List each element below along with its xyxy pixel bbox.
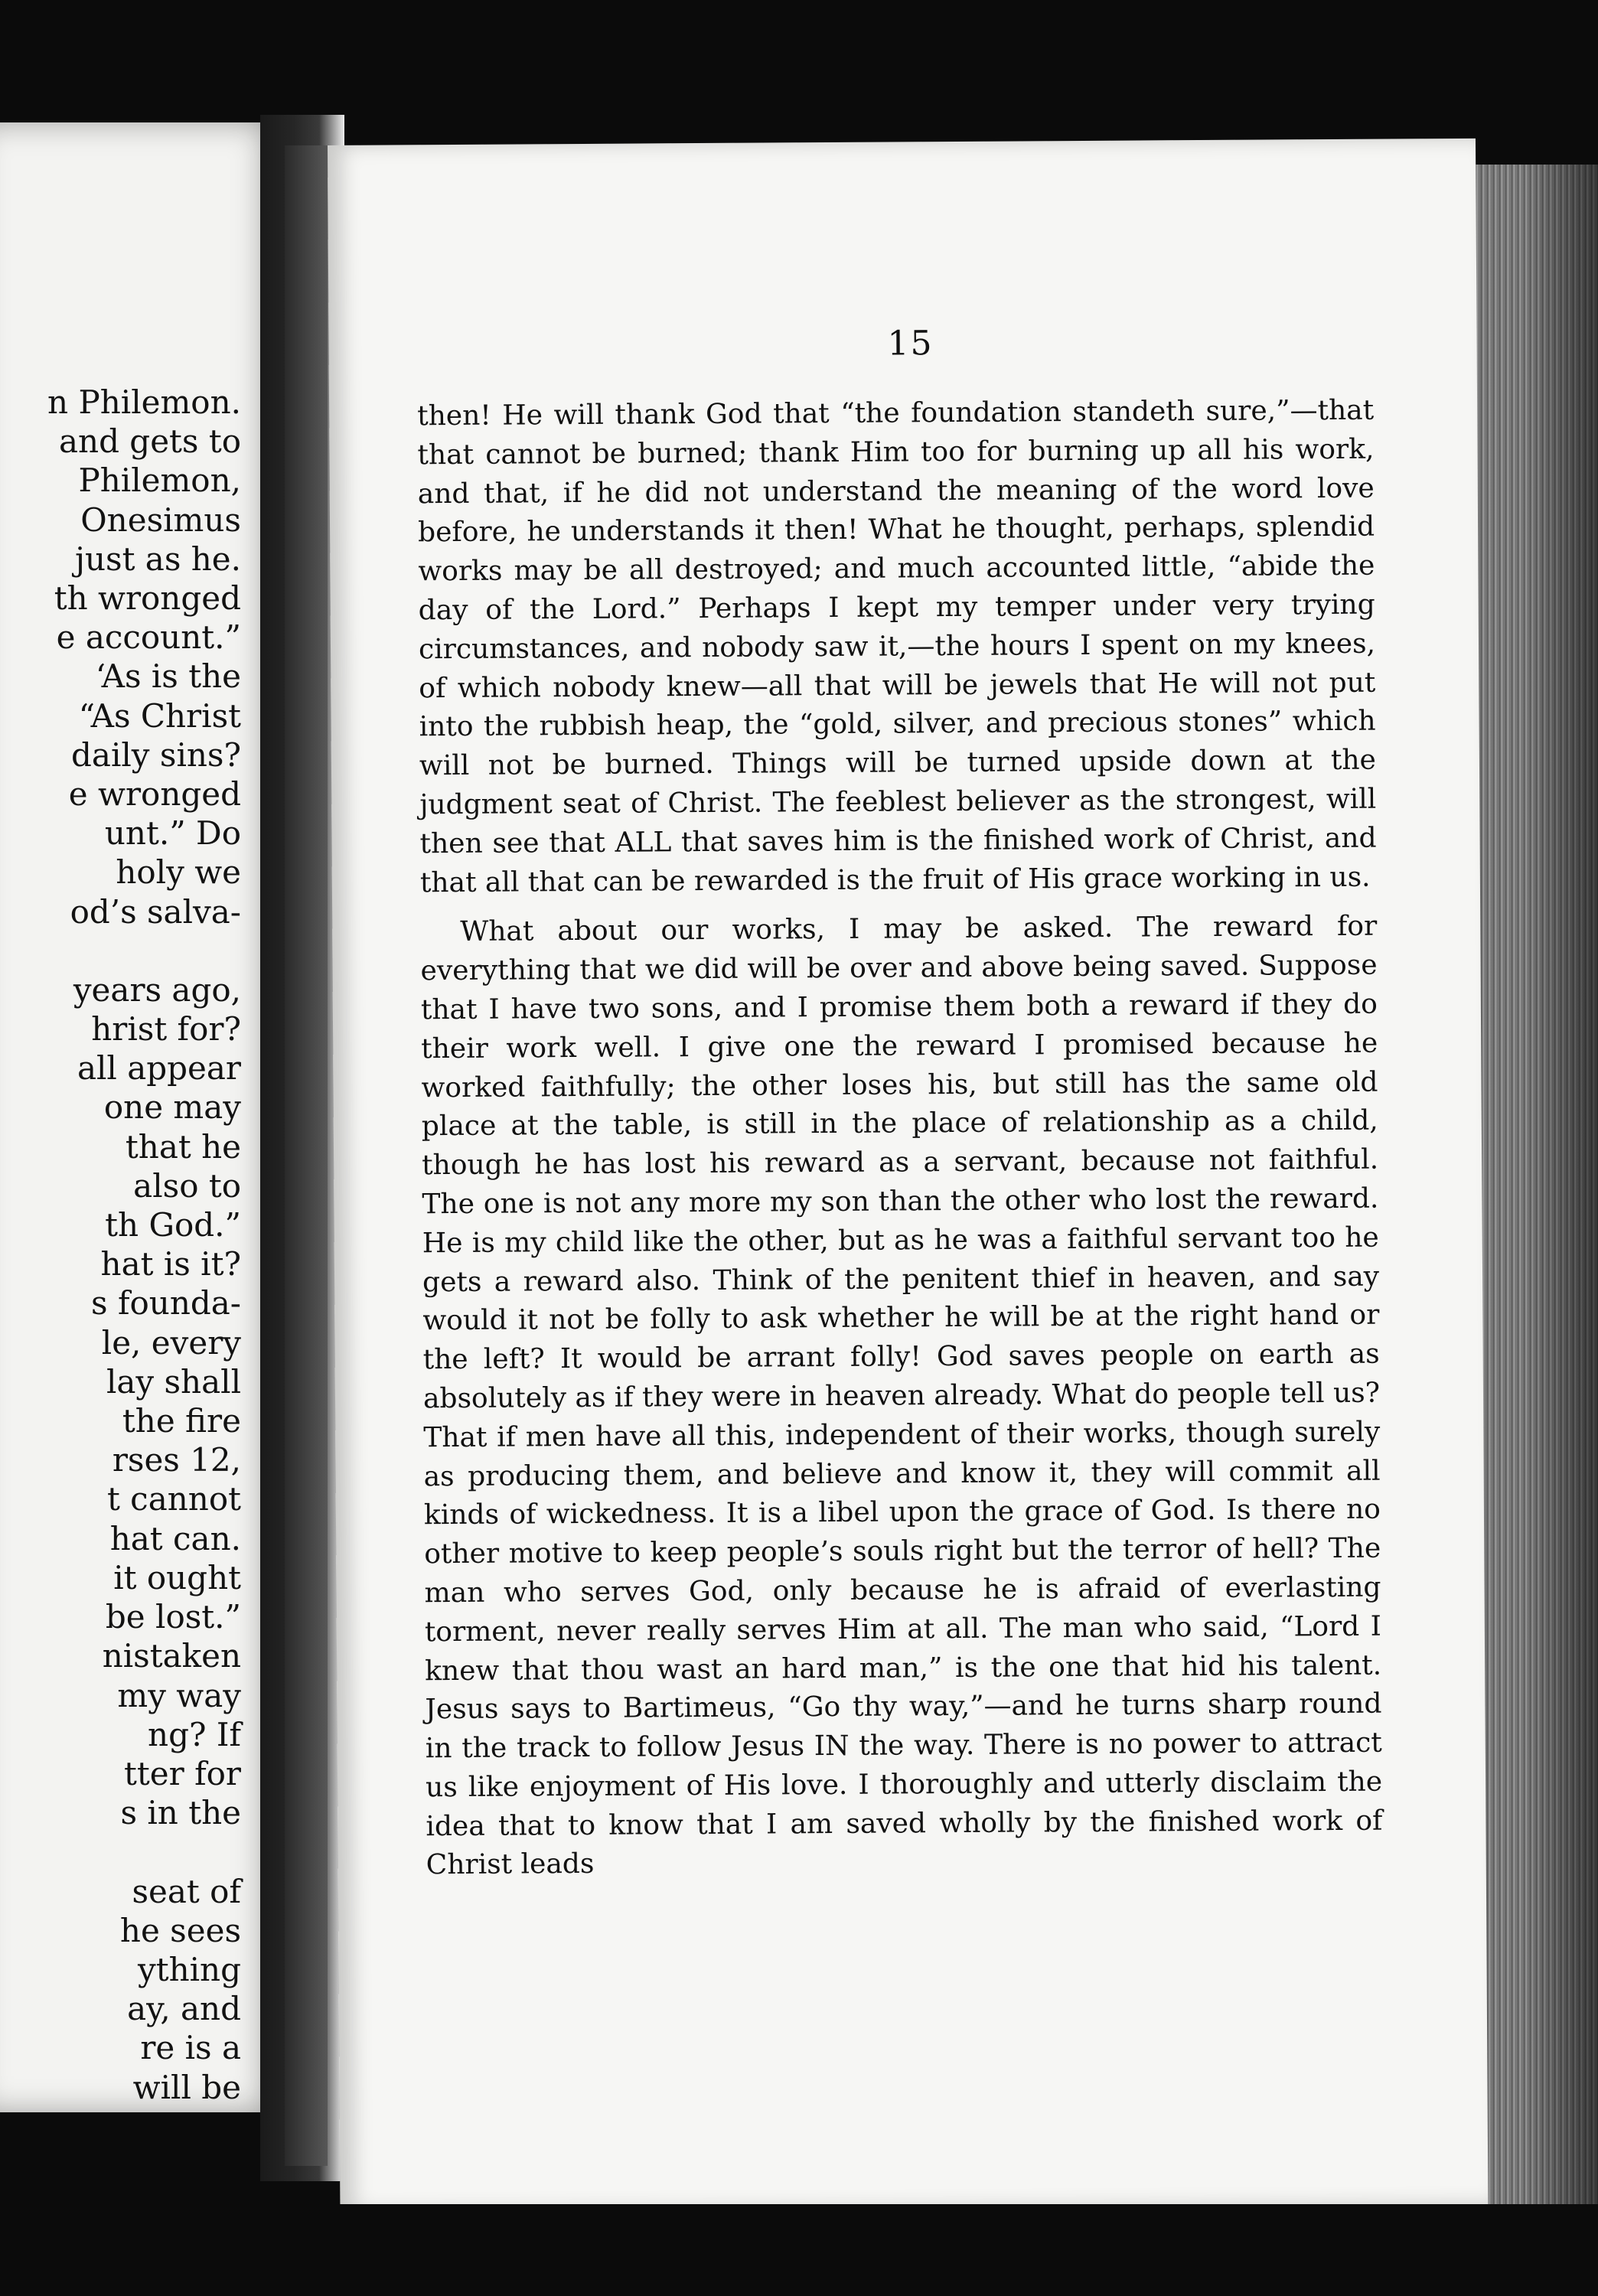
left-line [0, 1832, 241, 1871]
left-line: seat of [132, 1872, 241, 1910]
left-line: also to [133, 1166, 241, 1205]
page-number-text: 15 [887, 324, 934, 364]
left-line: the fire [122, 1402, 241, 1440]
left-line: s in the [120, 1794, 241, 1832]
body-text [417, 392, 1383, 1886]
left-line: ay, and [127, 1990, 241, 2028]
left-line: just as he. [74, 540, 241, 578]
left-line: it ought [113, 1558, 241, 1596]
left-line: will be [132, 2068, 241, 2106]
left-line: t cannot [106, 1480, 241, 1518]
left-line: hat is it? [100, 1245, 241, 1283]
left-line: hat can. [109, 1519, 241, 1557]
left-page-text [0, 383, 241, 2107]
left-line: and gets to [58, 422, 241, 461]
gutter-shadow [285, 145, 328, 2166]
left-line: n Philemon. [47, 383, 241, 421]
left-line: be lost.” [105, 1598, 241, 1636]
right-page [328, 139, 1488, 2212]
paragraph: then! He will thank God that “the foundation standeth sure,”—that that cannot be burned; thank Him too for burning up all his work, and that, if he did not understand the meaning of the word love before, he understands it then! What he thought, perhaps, splendid works may be all destroyed; and much accounted little, “abide the day of the Lord.” Perhaps I kept my temper under very trying circumstances, and nobody saw it,—the hours I spent on my knees, of which nobody knew—all that will be jewels that He will not put into the rubbish heap, the “gold, silver, and precious stones” which will not be burned. Things will be turned upside down at the judgment seat of Christ. The feeblest believer as the strongest, will then see that ALL that saves him is the finished work of Christ, and that all that can be rewarded is the fruit of His grace working in us. [417, 394, 1377, 899]
paragraph-gap [0, 931, 241, 970]
left-line: Philemon, [78, 461, 241, 500]
left-line: years ago, [73, 970, 241, 1009]
left-line: re is a [140, 2029, 241, 2067]
page-block-edge-shadow [1523, 165, 1598, 2231]
left-line: th God.” [105, 1206, 241, 1244]
left-line: all appear [77, 1049, 241, 1088]
left-line: holy we [116, 853, 241, 892]
left-line: s founda- [91, 1284, 241, 1322]
left-line: ything [137, 1950, 241, 1988]
left-line: ‘As is the [95, 657, 241, 696]
left-line: lay shall [106, 1362, 241, 1401]
left-line: my way [117, 1676, 241, 1714]
left-line: le, every [101, 1323, 241, 1362]
left-line: hrist for? [91, 1010, 241, 1049]
left-line: “As Christ [78, 696, 241, 735]
left-line: nistaken [102, 1637, 241, 1675]
page-number [328, 321, 1476, 367]
left-line: ng? If [148, 1715, 241, 1753]
left-line: unt.” Do [104, 814, 241, 853]
left-line: Onesimus [80, 501, 241, 539]
left-line: he sees [119, 1911, 241, 1949]
paragraph: What about our works, I may be asked. The reward for everything that we did will be over and above being saved. Suppose that I have two sons, and I promise them both a reward if they do their work well. I give one the reward I promised because he worked faithfully; the other loses his, but still has the same old place at the table, is still in the place of relationship as a child, though he has lost his reward as a servant, because not faithful. The one is not any more my son than the other who lost the reward. He is my child like the other, but as he was a faithful servant too he gets a reward also. Think of the penitent thief in heaven, and say would it not be folly to ask whether he will be at the right hand or the left? It would be arrant folly! God saves people on earth as absolutely as if they were in heaven already. What do people tell us? That if men have all this, independent of their works, though surely as producing them, and believe and know it, they will commit all kinds of wickedness. It is a libel upon the grace of God. Is there no other motive to keep people’s souls right but the terror of hell? The man who serves God, only because he is afraid of everlasting torment, never really serves Him at all. The man who said, “Lord I knew that thou wast an hard man,” is the one that hid his talent. Jesus says to Bartimeus, “Go thy way,”—and he turns sharp round in the track to follow Jesus IN the way. There is no power to attract us like enjoyment of His love. I thoroughly and utterly disclaim the idea that to know that I am saved wholly by the finished work of Christ leads [420, 911, 1383, 1881]
left-line: e wronged [68, 775, 241, 814]
left-line: one may [103, 1088, 241, 1127]
left-line: daily sins? [71, 735, 241, 774]
left-page [0, 122, 287, 2112]
left-line: od’s salva- [70, 892, 241, 931]
left-line: that he [125, 1127, 241, 1166]
left-line: tter for [124, 1754, 241, 1792]
left-line: rses 12, [112, 1441, 241, 1479]
scan-background [291, 2204, 1598, 2296]
left-line: th wronged [54, 579, 241, 618]
left-line: e account.” [56, 618, 241, 657]
